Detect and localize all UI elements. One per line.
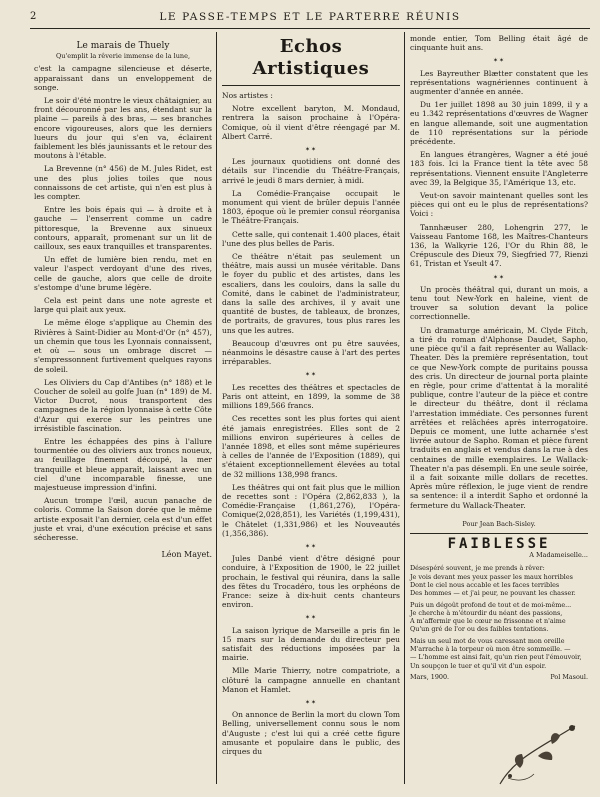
- paragraph: Nos artistes :: [222, 91, 273, 100]
- paragraph: c'est la campagne silencieuse et déserte, apparaissant dans un enveloppement de songe.: [34, 64, 212, 92]
- section-divider: ✶✶: [492, 273, 506, 281]
- paragraph: Cela est peint dans une note agreste et large qui plait aux yeux.: [34, 296, 212, 315]
- column-echos-artistiques: [222, 34, 400, 760]
- paragraph: Le soir d'été montre le vieux châtaignier, au front découronné par les ans, étendant sur la plaine — pareils à des bras, — ses branches encore vigoureuses, alors que les derniers lueurs du jour qui s'en va, éclairent faiblement les blés jaunissants et le retour des moutons à l'étable.: [34, 96, 212, 161]
- section-divider: ✶✶: [492, 57, 506, 65]
- article-body: [34, 64, 212, 542]
- verse-line: Je cherche à m'étourdir du néant des passions,: [410, 608, 563, 617]
- paragraph: Un effet de lumière bien rendu, met en valeur l'aspect verdoyant d'une des rives, celle de gauche, alors que celle de droite s'estompe d'une brume légère.: [34, 255, 212, 292]
- poem-footer: [410, 673, 588, 681]
- paragraph: Tannhæuser 280, Lohengrin 277, le Vaisseau Fantome 168, les Maîtres-Chanteurs 136, la Walkyrie 126, l'Or du Rhin 88, le Crépuscule des Dieux 79, Siegfried 77, Rienzi 61, Tristan et Yseult 47.: [410, 222, 588, 269]
- paragraph: Les théâtres qui ont fait plus que le million de recettes sont : l'Opéra (2,862,833 ), la Comédie-Française (1,861,276), l'Opéra-Comique(2,028,851), les Variétés (1,199,431), le Châtelet (1,331,986) et les Nouveautés (1,356,386).: [222, 482, 400, 538]
- poem-body: [410, 564, 588, 670]
- floral-vignette-icon: [490, 718, 582, 790]
- paragraph: Notre excellent baryton, M. Mondaud, rentrera la saison prochaine à l'Opéra-Comique, où il vient d'être réengagé par M. Albert Carré.: [222, 104, 400, 141]
- section-divider: ✶✶: [304, 614, 318, 622]
- verse-line: Puis un dégoût profond de tout et de moi-même...: [410, 600, 572, 609]
- stanza: [410, 637, 588, 670]
- paragraph: Le même éloge s'applique au Chemin des Rivières à Saint-Didier au Mont-d'Or (n° 457), un chemin que tous les Lyonnais connaissent, et où — sous un ombrage discret — s'empressonnent furtivement quelques rayons de soleil.: [34, 318, 212, 374]
- paragraph: Un procès théâtral qui, durant un mois, a tenu tout New-York en haleine, vient de trouver sa solution devant la police correctionnelle.: [410, 284, 588, 322]
- paragraph: Ces recettes sont les plus fortes qui aient été jamais enregistrées. Elles sont de 2 millions environ supérieures à celles de l'année 1898, et elles sont même supérieures à celles de l'année de l'Exposition (1889), qui s'étaient exceptionnellement élevées au total de 32 millions 138,998 francs.: [222, 414, 400, 479]
- verse-line: Désespéré souvent, je me prends à rêver:: [410, 564, 545, 573]
- paragraph: La saison lyrique de Marseille a pris fin le 15 mars sur la demande du directeur peu satisfait des réductions imposées par la mairie.: [222, 625, 400, 663]
- section-divider: ✶✶: [304, 542, 318, 550]
- author-signature: Léon Mayet.: [161, 550, 212, 560]
- section-divider: ✶✶: [304, 146, 318, 154]
- paragraph: Cette salle, qui contenait 1.400 places, était l'une des plus belles de Paris.: [222, 229, 400, 248]
- verse-line: — L'homme est ainsi fait, qu'un rien peut l'émouvoir,: [410, 653, 582, 662]
- paragraph: Un dramaturge américain, M. Clyde Fitch, a tiré du roman d'Alphonse Daudet, Sapho, une pièce qu'il a fait représenter au Wallack-Theater. Dès la première représentation, tout ce que New-York compte de puritains poussa des cris. Un directeur de journal porta plainte en règle, pour crime d'attentat à la moralité publique, contre l'auteur de la pièce et contre le directeur du théâtre, dont il réclama l'arrestation immédiate. Ces personnes furent arrêtées et relâchées après interrogatoire. Depuis ce moment, une lutte acharnée s'est livrée autour de Sapho. Roman et pièce furent traduits en anglais et vendus dans la rue à des centaines de mille exemplaires. Le Wallack-Theater n'a pas désempli. En une seule soirée, il a fait soixante mille dollars de recettes. Après mûre réflexion, le juge vient de rendre sa sentence: il a interdit Sapho et ordonné la fermeture du Wallack-Theater.: [410, 325, 588, 510]
- news-items-continued: [410, 34, 588, 510]
- column-rule-2: [404, 32, 405, 784]
- paragraph: Du 1er juillet 1898 au 30 juin 1899, il y a eu 1.342 représentations d'œuvres de Wagner en langue allemande, soit une augmentation de 110 représentations sur la période précédente.: [410, 100, 588, 147]
- section-divider: ✶✶: [304, 371, 318, 379]
- dedication-line: Pour Jean Bach-Sisley.: [462, 519, 536, 528]
- column-continuation: [410, 34, 588, 681]
- verse-line: Dont le ciel nous accable et les faces terribles: [410, 580, 560, 589]
- paragraph: Aucun trompe l'œil, aucun panache de coloris. Comme la Saison dorée que le même artiste exposait l'an dernier, cela est d'un effet juste et vrai, d'une exécution précise et sans sécheresse.: [34, 496, 212, 542]
- paragraph: On annonce de Berlin la mort du clown Tom Belling, universellement connu sous le nom d'Auguste ; c'est lui qui a créé cette figure amusante et populaire dans le public, des cirques du: [222, 710, 400, 756]
- verse-line: Je vois devant mes yeux passer les maux horribles: [410, 572, 573, 581]
- verse-line: A m'affermir que le cœur ne frissonne et n'aime: [410, 617, 566, 626]
- paragraph: monde entier, Tom Belling était âgé de cinquante huit ans.: [410, 34, 588, 53]
- paragraph: Jules Danbé vient d'être désigné pour conduire, à l'Exposition de 1900, le 22 juillet prochain, le festival qui réunira, dans la salle des fêtes du Trocadéro, tous les orphéons de France: seize à dix-huit cents chanteurs environ.: [222, 554, 400, 610]
- verse-line: Qu'un gré de l'or ou des faibles tentations.: [410, 625, 549, 634]
- paragraph: Ce théâtre n'était pas seulement un théâtre, mais aussi un musée véritable. Dans le foyer du public et des artistes, dans les escaliers, dans les couloirs, dans la salle du Comité, dans le cabinet de l'administrateur, dans la salle des archives, il y avait une quantité de bustes, de tableaux, de bronzes, de portraits, de gravures, tous plus rares les uns que les autres.: [222, 252, 400, 335]
- poem-title: FAIBLESSE: [410, 533, 588, 549]
- section-divider: ✶✶: [304, 698, 318, 706]
- paragraph: Les Bayreuther Blætter constatent que les représentations wagnériennes continuent à augmenter d'année en année.: [410, 68, 588, 97]
- verse-line: Des hommes — et j'ai peur, ne pouvant les chasser.: [410, 589, 576, 598]
- paragraph: Beaucoup d'œuvres ont pu être sauvées, néanmoins le désastre cause à l'art des pertes irréparables.: [222, 338, 400, 367]
- paragraph: Veut-on savoir maintenant quelles sont les pièces qui ont eu le plus de représentations? Voici :: [410, 191, 588, 219]
- poem-signature: Pol Masoul.: [550, 672, 588, 681]
- paragraph: En langues étrangères, Wagner a été joué 183 fois. Ici la France tient la tête avec 58 représentations. Viennent ensuite l'Angleterre avec 39, la Belgique 35, l'Amérique 13, etc.: [410, 150, 588, 187]
- column-rule-1: [216, 32, 217, 784]
- news-items: [222, 91, 400, 756]
- poem-dedication: A Madameiselle...: [529, 551, 588, 560]
- paragraph: La Comédie-Française occupait le monument qui vient de brûler depuis l'année 1803, époque où le premier consul réorganisa le Théâtre-Français.: [222, 188, 400, 226]
- paragraph: Mlle Marie Thierry, notre compatriote, a clôturé la campagne annuelle en chantant Manon et Hamlet.: [222, 666, 400, 694]
- masthead-title: LE PASSE-TEMPS ET LE PARTERRE RÉUNIS: [159, 11, 461, 23]
- section-heading: Echos Artistiques: [222, 34, 400, 86]
- verse-line: Mais un seul mot de vous caressant mon oreille: [410, 636, 565, 645]
- epigraph: Qu'emplit la rêverie immense de la lune,: [55, 52, 191, 61]
- page-number: 2: [30, 11, 37, 22]
- stanza: [410, 601, 588, 634]
- paragraph: Entre les bois épais qui — à droite et à gauche — l'enserrent comme un cadre pittoresque, la Brevenne aux sinueux contours, apparaît, promenant sur un lit de cailloux, ses eaux tranquilles et transparentes.: [34, 205, 212, 252]
- verse-line: M'arrache à la torpeur où mon être sommeille. —: [410, 645, 571, 654]
- paragraph: Entre les échappées des pins à l'allure tourmentée ou des oliviers aux troncs noueux, au feuillage finement découpé, la mer tranquille et bleue apparaît, laissant avec un ciel d'une incomparable finesse, une majestueuse impression d'infini.: [34, 436, 212, 492]
- page-header: [30, 8, 590, 29]
- stanza: [410, 564, 588, 597]
- paragraph: La Brevenne (n° 456) de M. Jules Ridet, est une des plus jolies toiles que nous connaissons de cet artiste, qui n'en est plus à les compter.: [34, 164, 212, 202]
- section-subtitle: Le marais de Thuely: [76, 41, 170, 51]
- paragraph: Les Oliviers du Cap d'Antibes (n° 188) et le Coucher de soleil au golfe Juan (n° 189) de M. Victor Ducrot, nous transportent des campagnes de la région lyonnaise à cette Côte d'Azur qui exerce sur les peintres une irrésistible fascination.: [34, 377, 212, 433]
- column-salon-review: [34, 34, 212, 559]
- verse-line: Un soupçon le tuer et qu'il vit d'un espoir.: [410, 661, 547, 670]
- paragraph: Les journaux quotidiens ont donné des détails sur l'incendie du Théâtre-Français, arrivé le jeudi 8 mars dernier, à midi.: [222, 157, 400, 185]
- poem-date: Mars, 1900.: [410, 672, 450, 681]
- paragraph: Les recettes des théâtres et spectacles de Paris ont atteint, en 1899, la somme de 38 millions 189,566 francs.: [222, 382, 400, 411]
